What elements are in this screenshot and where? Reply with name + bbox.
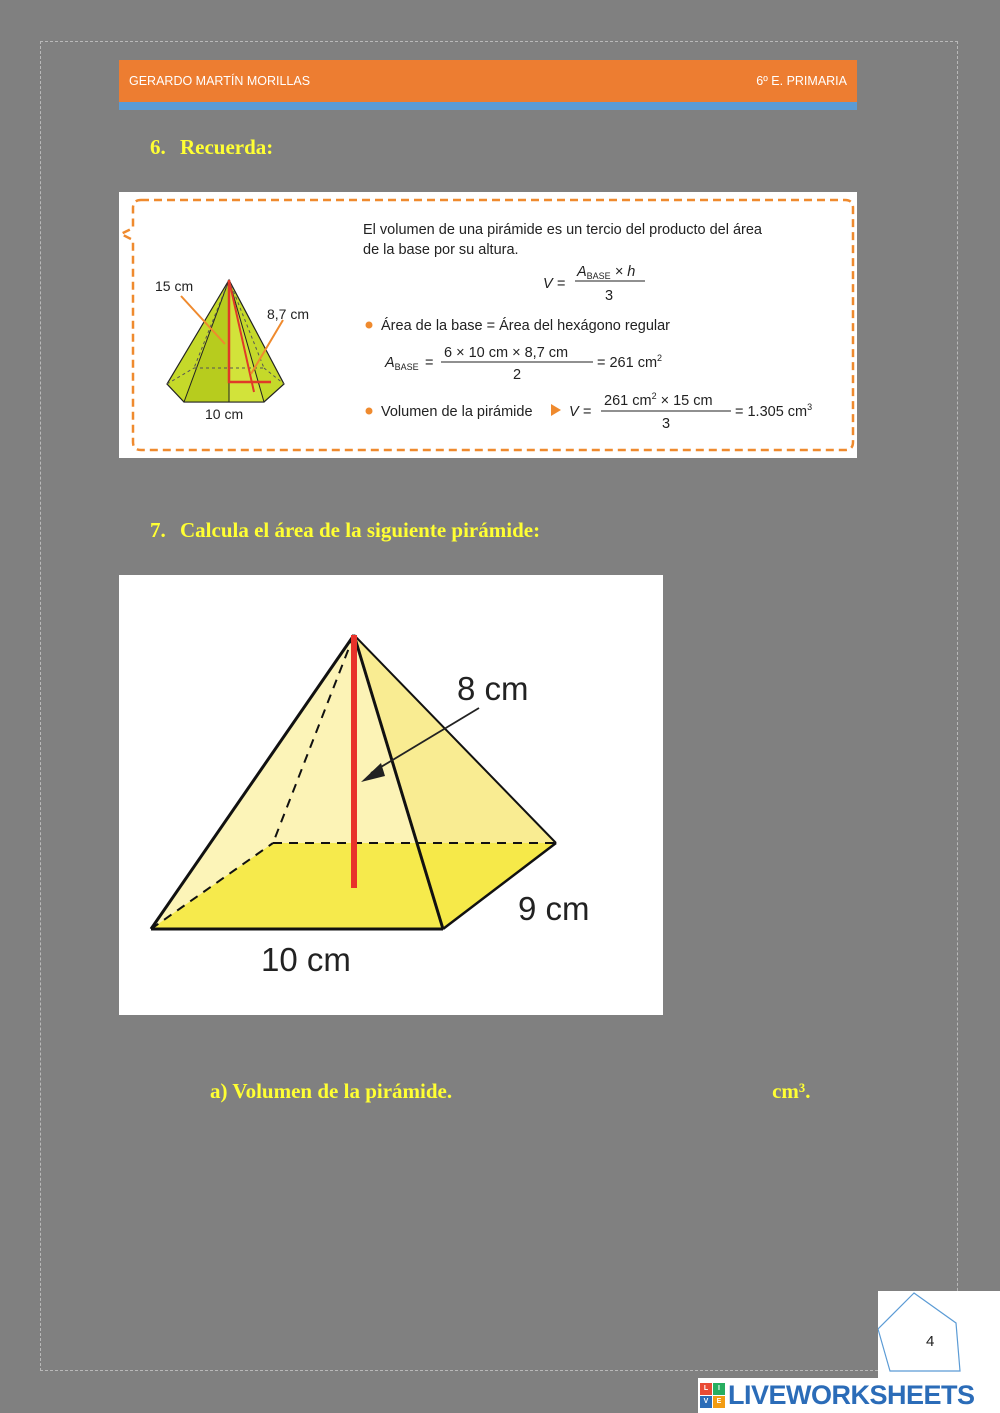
question-a-label: a) Volumen de la pirámide.	[210, 1078, 453, 1103]
section-7-number: 7.	[150, 518, 166, 542]
header-author: GERARDO MARTÍN MORILLAS	[129, 74, 311, 88]
arrow-right-icon	[551, 404, 561, 416]
question-a-unit: cm³.	[772, 1078, 811, 1103]
svg-text:ABASE × h: $A_{BASE} \times h$	[577, 264, 636, 281]
svg-text:3: 3	[662, 416, 671, 432]
section-6-title: Recuerda:	[180, 135, 274, 159]
pyramid-volume-formula	[569, 391, 812, 432]
section-7-heading	[150, 518, 540, 543]
section-7-title: Calcula el área de la siguiente pirámide:	[180, 518, 541, 542]
svg-text:2: 2	[513, 367, 522, 383]
label-8-7cm: 8,7 cm	[267, 306, 310, 322]
square-pyramid-figure	[119, 575, 663, 1015]
header-stripe	[119, 102, 857, 110]
bullet-dot-1	[366, 322, 373, 329]
pyramid-card	[119, 575, 663, 1015]
reminder-figure	[119, 192, 857, 458]
volume-answer-input[interactable]	[460, 1077, 614, 1105]
page-header	[119, 60, 857, 102]
question-a	[210, 1077, 810, 1105]
bullet-dot-2	[366, 408, 373, 415]
label-15cm: 15 cm	[155, 278, 194, 294]
svg-text:= 261 cm2: = 261 $cm^2$	[597, 353, 663, 371]
svg-text:261 cm2 × 15 cm: 261 $cm^2 \times 15$ cm	[604, 391, 713, 409]
section-6-heading	[150, 135, 273, 160]
bullet-2-label: Volumen de la pirámide	[381, 404, 533, 420]
svg-text:= 1.305 cm3: = 1.305 $cm^3$	[735, 402, 813, 420]
section-6-number: 6.	[150, 135, 166, 159]
label-10cm-width: 10 cm	[261, 941, 351, 978]
svg-text:6 × 10 cm × 8,7 cm: 6 × 10 cm × 8,7 cm	[444, 345, 569, 361]
definition-line-2: de la base por su altura.	[363, 242, 519, 258]
label-10cm: 10 cm	[205, 406, 244, 422]
definition-line-1: El volumen de una pirámide es un tercio del producto del área	[363, 222, 762, 238]
bullet-1-text: Área de la base = Área del hexágono regular	[381, 318, 670, 334]
header-grade: 6º E. PRIMARIA	[756, 74, 847, 88]
area-formula	[384, 345, 662, 383]
svg-text:ABASE: $A_{BASE}$	[385, 355, 419, 372]
svg-text:V =: V =	[569, 404, 592, 420]
page-number: 4	[926, 1333, 935, 1350]
page-number-box	[878, 1291, 1000, 1379]
svg-text:3: 3	[605, 288, 614, 304]
liveworksheets-logo-icon: L I V E	[700, 1383, 726, 1409]
svg-text:V =: V =	[543, 276, 566, 292]
svg-text:=: =	[425, 355, 434, 371]
liveworksheets-brand	[698, 1378, 1000, 1413]
reminder-card	[119, 192, 857, 458]
volume-formula	[543, 264, 645, 304]
label-9cm: 9 cm	[518, 890, 590, 927]
hexagonal-pyramid	[167, 280, 284, 402]
brand-text: LIVEWORKSHEETS	[728, 1380, 975, 1410]
label-8cm: 8 cm	[457, 670, 529, 707]
